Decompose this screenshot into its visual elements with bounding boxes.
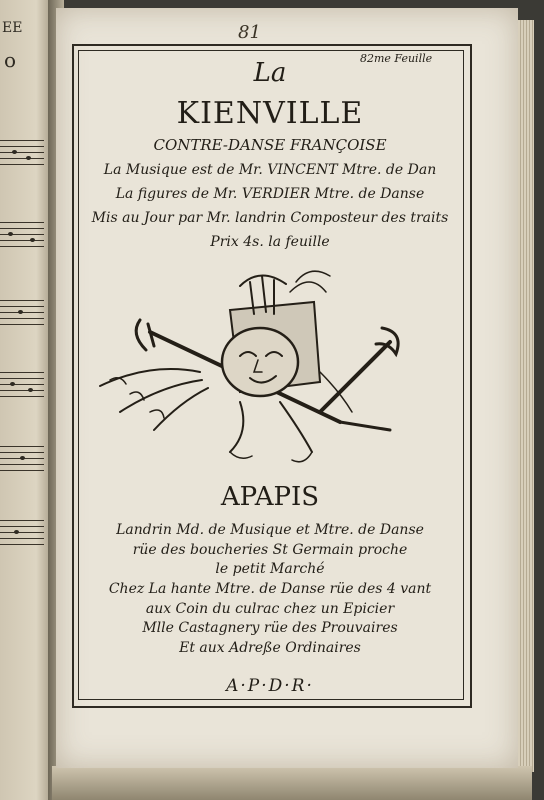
dance-title: KIENVILLE — [176, 96, 364, 131]
address-line: Et aux Adreße Ordinaires — [179, 640, 361, 656]
address-line: Chez La hante Mtre. de Danse rüe des 4 vant — [108, 581, 432, 597]
music-staff-line — [0, 300, 44, 301]
music-staff-line — [0, 532, 44, 533]
address-line: aux Coin du culrac chez un Epicier — [145, 601, 395, 617]
book-bottom-edge — [52, 766, 532, 800]
address-line: Landrin Md. de Musique et Mtre. de Danse — [116, 522, 424, 538]
music-staff-line — [0, 158, 44, 159]
music-staff-line — [0, 390, 44, 391]
dance-subtitle: CONTRE-DANSE FRANÇOISE — [153, 136, 387, 154]
address-line: Mlle Castagnery rüe des Prouvaires — [142, 620, 398, 636]
address-line: le petit Marché — [215, 561, 325, 577]
music-staff-line — [0, 140, 44, 141]
music-staff-line — [0, 544, 44, 545]
music-staff-line — [0, 396, 44, 397]
music-staff-line — [0, 372, 44, 373]
music-note — [10, 382, 15, 386]
facing-page-glyph: o — [4, 48, 17, 72]
credit-line: La figures de Mr. VERDIER Mtre. de Danse — [115, 186, 425, 202]
price-line: Prix 4s. la feuille — [210, 234, 330, 250]
music-staff-line — [0, 152, 44, 153]
music-note — [26, 156, 31, 160]
trumpet-right — [320, 342, 390, 412]
facing-page-label: EE — [2, 20, 23, 36]
music-staff-line — [0, 240, 44, 241]
music-note — [20, 456, 25, 460]
credit-line: Mis au Jour par Mr. landrin Composteur des traits — [91, 210, 449, 226]
publisher-name: APAPIS — [220, 482, 320, 512]
address-line: rüe des boucheries St Germain proche — [132, 542, 408, 558]
music-staff-line — [0, 318, 44, 319]
music-staff-line — [0, 384, 44, 385]
music-staff-line — [0, 378, 44, 379]
music-staff-line — [0, 452, 44, 453]
facing-page — [0, 0, 52, 800]
ribbon — [230, 402, 312, 452]
privilege-mark: A·P·D·R· — [226, 676, 314, 696]
music-note — [14, 530, 19, 534]
laurel — [290, 271, 330, 292]
music-note — [18, 310, 23, 314]
music-staff-line — [0, 526, 44, 527]
music-note — [30, 238, 35, 242]
music-note — [28, 388, 33, 392]
music-staff-line — [0, 464, 44, 465]
music-note — [8, 232, 13, 236]
title-article: La — [253, 58, 287, 88]
sheet-number: 82me Feuille — [360, 52, 433, 65]
music-staff-line — [0, 222, 44, 223]
music-staff-line — [0, 520, 44, 521]
music-note — [12, 150, 17, 154]
music-staff-line — [0, 228, 44, 229]
mask — [222, 328, 298, 396]
credit-line: La Musique est de Mr. VINCENT Mtre. de Dan — [103, 162, 437, 178]
music-staff-line — [0, 246, 44, 247]
music-staff-line — [0, 164, 44, 165]
page-number: 81 — [238, 22, 261, 43]
music-staff-line — [0, 146, 44, 147]
music-staff-line — [0, 538, 44, 539]
music-staff-line — [0, 324, 44, 325]
music-staff-line — [0, 446, 44, 447]
engraved-vignette — [90, 262, 420, 480]
music-staff-line — [0, 470, 44, 471]
music-staff-line — [0, 306, 44, 307]
music-staff-line — [0, 234, 44, 235]
